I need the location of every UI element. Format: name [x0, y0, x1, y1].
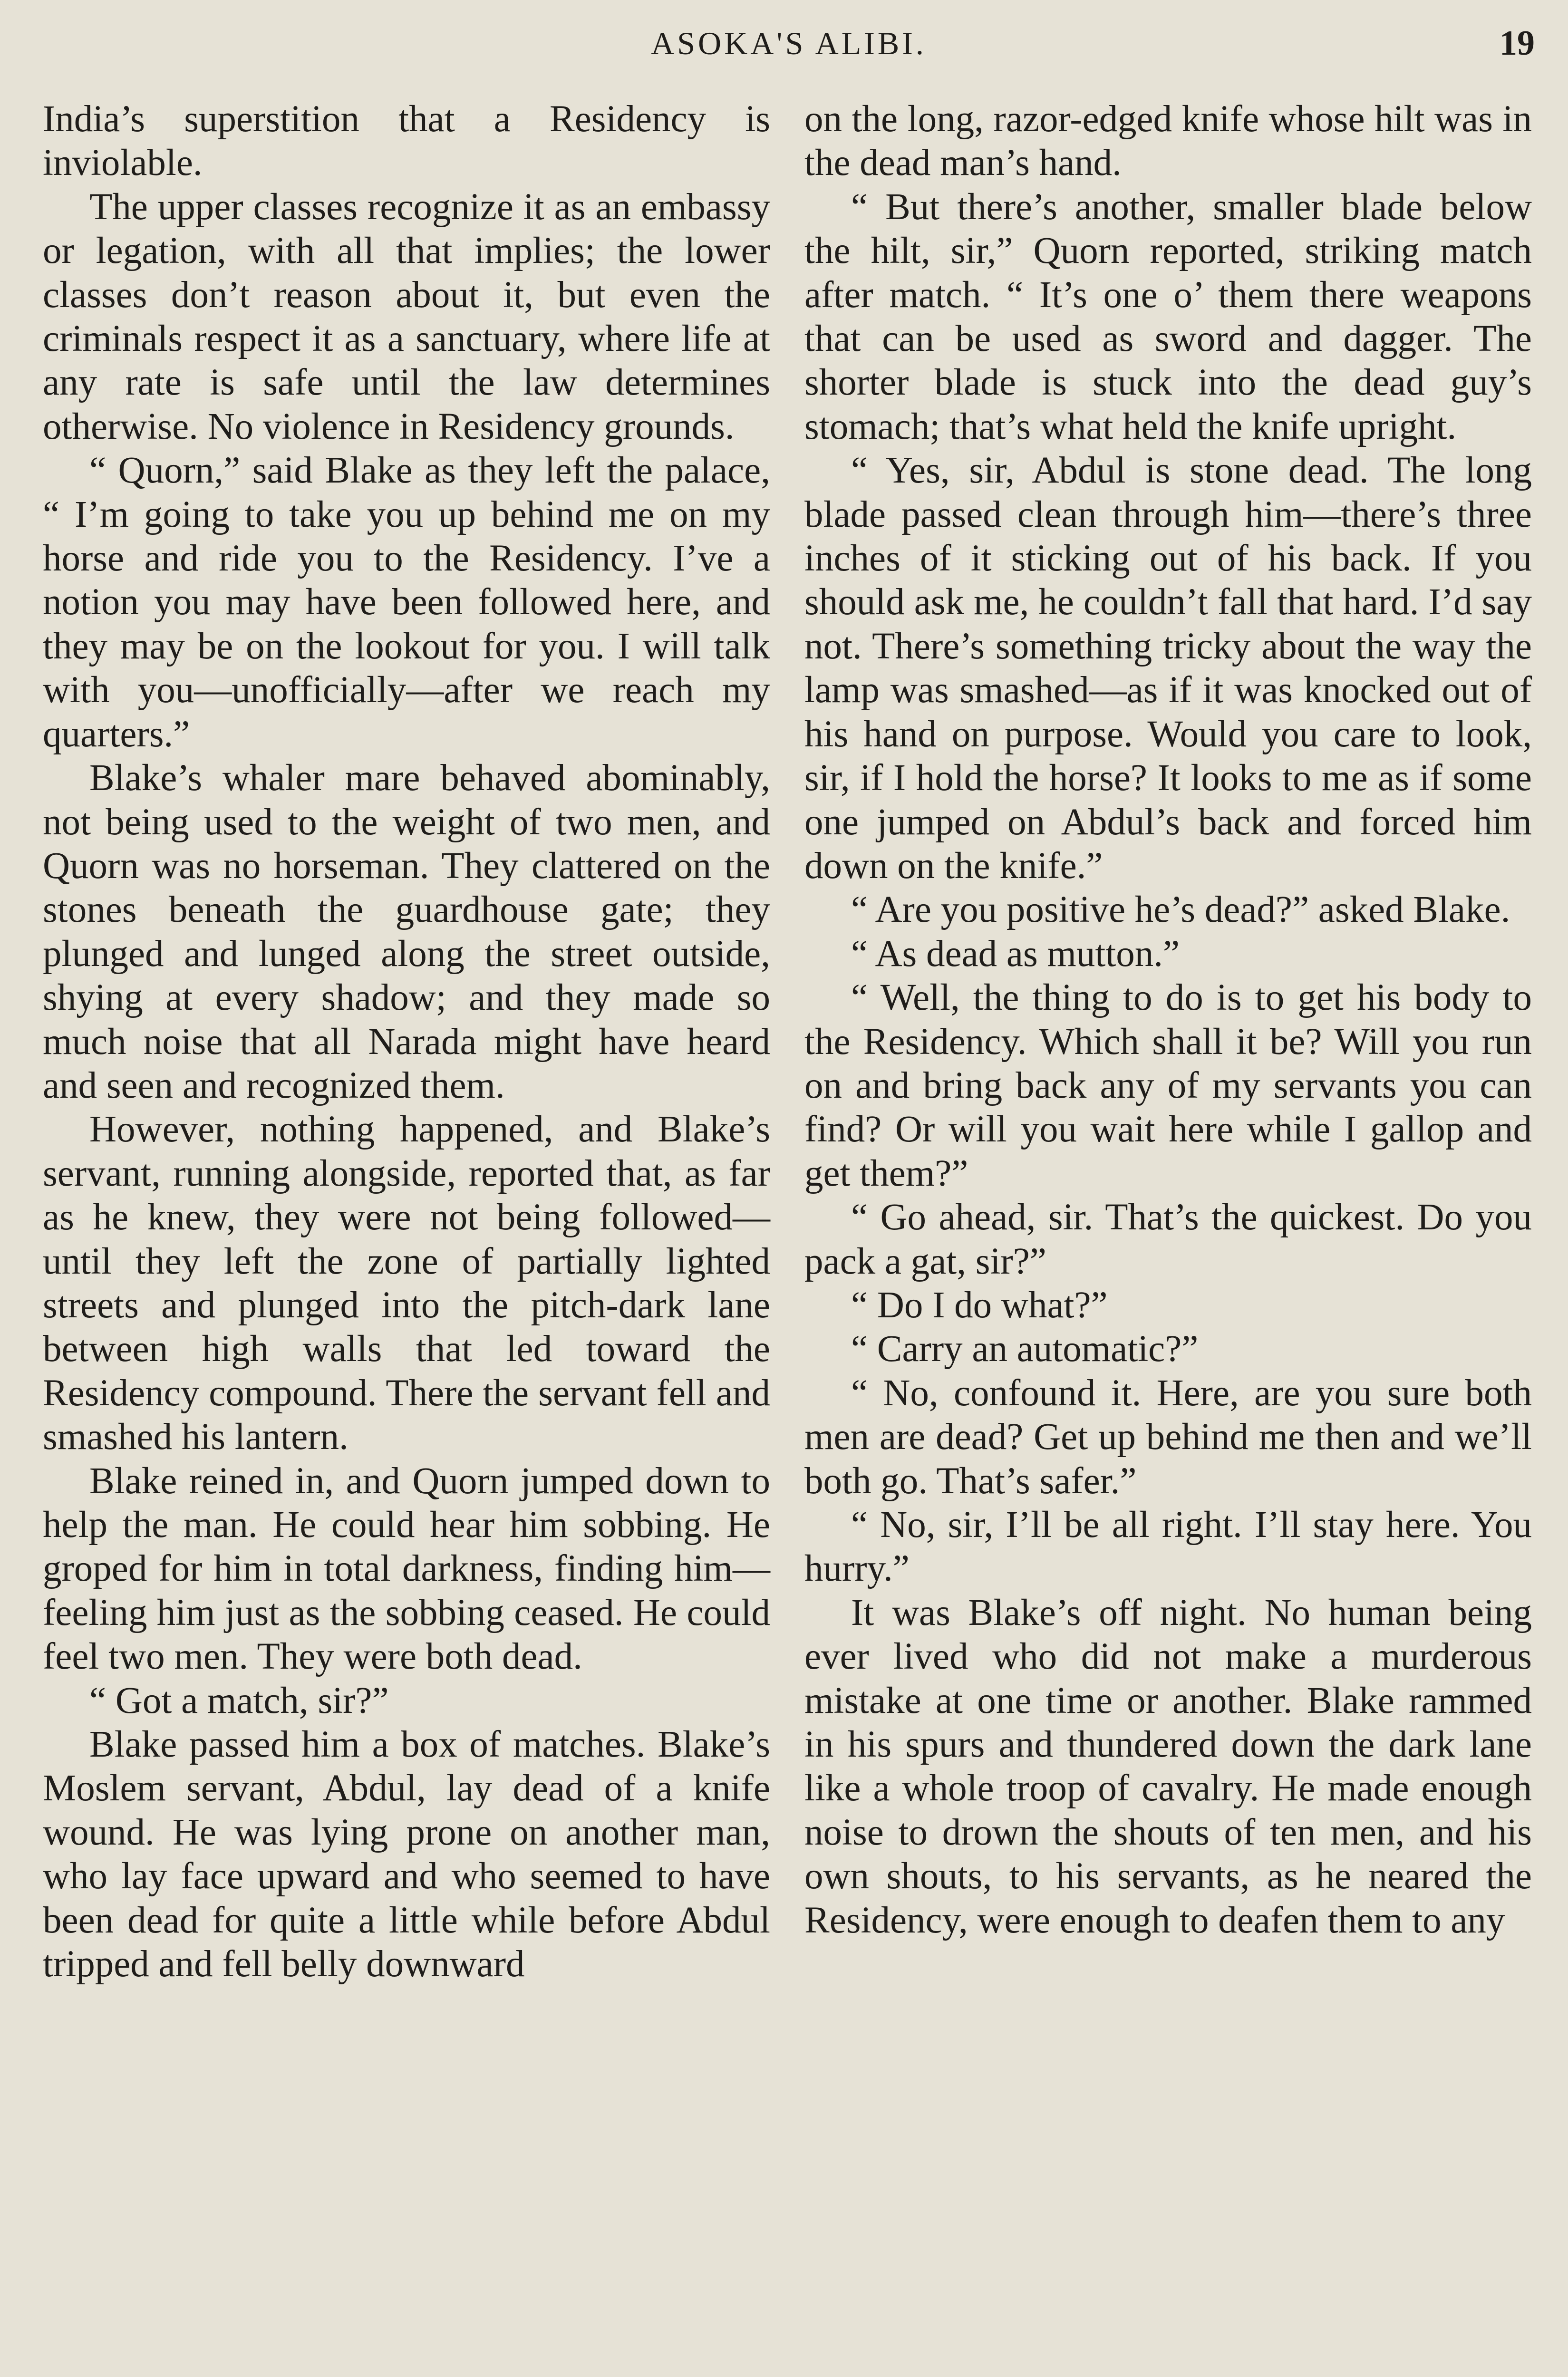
paragraph: “ No, confound it. Here, are you sure both men are dead? Get up behind me then and we’ll both go. That’s safer.”: [804, 1372, 1532, 1502]
paragraph: “ Well, the thing to do is to get his body to the Residency. Which shall it be? Will you run on and bring back any of my servants you can find? Or will you wait here while I gallop and get them?”: [804, 977, 1532, 1194]
paragraph: However, nothing happened, and Blake’s servant, running alongside, reported that, as far as he knew, they were not being followed—until they left the zone of partially lighted streets and plunged into the pitch-dark lane between high walls that led toward the Residency compound. There the servant fell and smashed his lantern.: [43, 1109, 770, 1458]
paragraph: “ Do I do what?”: [851, 1284, 1108, 1326]
paragraph: India’s superstition that a Residency is inviolable.: [43, 98, 770, 184]
running-head: ASOKA'S ALIBI.: [651, 25, 927, 61]
paragraph: “ Are you positive he’s dead?” asked Blake.: [851, 889, 1510, 931]
paragraph: The upper classes recognize it as an embassy or legation, with all that implies; the lower classes don’t reason about it, but even the criminals respect it as a sanctuary, where life at any rate is safe until the law determines otherwise. No violence in Residency grounds.: [43, 186, 770, 447]
paragraph: “ As dead as mutton.”: [851, 933, 1180, 975]
paragraph: on the long, razor-edged knife whose hilt was in the dead man’s hand.: [804, 98, 1532, 184]
paragraph: It was Blake’s off night. No human being ever lived who did not make a murderous mistake at one time or another. Blake rammed in his spurs and thundered down the dark lane like a whole troop of cavalry. He made enough noise to drown the shouts of ten men, and his own shouts, to his servants, as he neared the Residency, were enough to deafen them to any: [804, 1592, 1532, 1941]
paragraph: “ But there’s another, smaller blade below the hilt, sir,” Quorn reported, striking match after match. “ It’s one o’ them there weapons that can be used as sword and dagger. The shorter blade is stuck into the dead guy’s stomach; that’s what held the knife upright.: [804, 186, 1532, 447]
page-header: [43, 17, 1535, 69]
paragraph: Blake reined in, and Quorn jumped down to help the man. He could hear him sobbing. He groped for him in total darkness, finding him—feeling him just as the sobbing ceased. He could feel two men. They were both dead.: [43, 1460, 770, 1678]
right-column: [804, 97, 1532, 2377]
paragraph: “ Yes, sir, Abdul is stone dead. The long blade passed clean through him—there’s three inches of it sticking out of his back. If you should ask me, he couldn’t fall that hard. I’d say not. There’s something tricky about the way the lamp was smashed—as if it was knocked out of his hand on purpose. Would you care to look, sir, if I hold the horse? It looks to me as if some one jumped on Abdul’s back and forced him down on the knife.”: [804, 450, 1532, 887]
left-column: [43, 97, 770, 2377]
paragraph: “ Got a match, sir?”: [89, 1680, 389, 1721]
paragraph: Blake’s whaler mare behaved abominably, not being used to the weight of two men, and Quorn was no horseman. They clattered on the stones beneath the guardhouse gate; they plunged and lunged along the street outside, shying at every shadow; and they made so much noise that all Narada might have heard and seen and recognized them.: [43, 757, 770, 1106]
paragraph: “ No, sir, I’ll be all right. I’ll stay here. You hurry.”: [804, 1504, 1532, 1590]
paragraph: “ Go ahead, sir. That’s the quickest. Do you pack a gat, sir?”: [804, 1197, 1532, 1282]
page-number: 19: [1500, 24, 1535, 63]
paragraph: Blake passed him a box of matches. Blake’s Moslem servant, Abdul, lay dead of a knife wound. He was lying prone on another man, who lay face upward and who seemed to have been dead for quite a little while before Abdul tripped and fell belly downward: [43, 1724, 770, 1985]
paragraph: “ Carry an automatic?”: [851, 1328, 1199, 1370]
paragraph: “ Quorn,” said Blake as they left the palace, “ I’m going to take you up behind me on my horse and ride you to the Residency. I’ve a notion you may have been followed here, and they may be on the lookout for you. I will talk with you—unofficially—after we reach my quarters.”: [43, 450, 770, 755]
